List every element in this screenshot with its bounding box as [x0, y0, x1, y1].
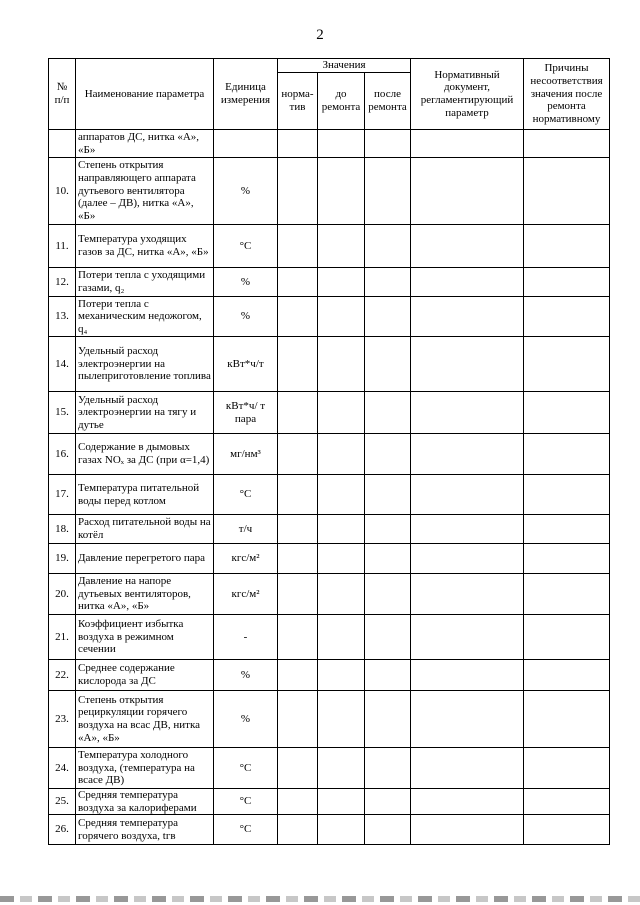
- normative-doc-cell: [411, 158, 524, 225]
- row-number: 17.: [49, 475, 76, 515]
- reason-cell: [524, 691, 610, 748]
- header-reasons: Причины несоответствия значения после ремонта нормативному: [524, 59, 610, 130]
- value-norm-cell: [278, 615, 318, 660]
- value-before-cell: [318, 475, 365, 515]
- table-row: [49, 615, 610, 660]
- parameter-name: Температура холодного воздуха, (температура на всасе ДВ): [76, 748, 214, 789]
- unit-of-measure: кВт*ч/ т пара: [214, 392, 278, 434]
- row-number: 18.: [49, 515, 76, 544]
- row-number: 10.: [49, 158, 76, 225]
- normative-doc-cell: [411, 574, 524, 615]
- parameter-name: Температура питательной воды перед котлом: [76, 475, 214, 515]
- parameter-name: Потери тепла с уходящими газами, q₂: [76, 268, 214, 297]
- reason-cell: [524, 815, 610, 845]
- header-num: № п/п: [49, 59, 76, 130]
- table-row: [49, 268, 610, 297]
- parameter-name: Содержание в дымовых газах NOₓ за ДС (при α=1,4): [76, 434, 214, 475]
- reason-cell: [524, 297, 610, 337]
- table-row: [49, 574, 610, 615]
- value-before-cell: [318, 748, 365, 789]
- value-norm-cell: [278, 815, 318, 845]
- normative-doc-cell: [411, 392, 524, 434]
- value-norm-cell: [278, 748, 318, 789]
- value-after-cell: [365, 475, 411, 515]
- value-after-cell: [365, 297, 411, 337]
- parameters-table: [48, 58, 610, 845]
- value-norm-cell: [278, 337, 318, 392]
- unit-of-measure: т/ч: [214, 515, 278, 544]
- parameter-name: Температура уходящих газов за ДС, нитка «А», «Б»: [76, 225, 214, 268]
- parameter-name: Степень открытия рециркуляции горячего воздуха на всас ДВ, нитка «А», «Б»: [76, 691, 214, 748]
- value-norm-cell: [278, 475, 318, 515]
- value-norm-cell: [278, 515, 318, 544]
- value-before-cell: [318, 337, 365, 392]
- value-before-cell: [318, 691, 365, 748]
- unit-of-measure: [214, 130, 278, 158]
- normative-doc-cell: [411, 434, 524, 475]
- table-row: [49, 515, 610, 544]
- row-number: 14.: [49, 337, 76, 392]
- value-after-cell: [365, 815, 411, 845]
- value-norm-cell: [278, 434, 318, 475]
- normative-doc-cell: [411, 789, 524, 815]
- row-number: 16.: [49, 434, 76, 475]
- value-before-cell: [318, 660, 365, 691]
- value-after-cell: [365, 158, 411, 225]
- table-row: [49, 392, 610, 434]
- header-after: после ремонта: [365, 73, 411, 130]
- value-after-cell: [365, 789, 411, 815]
- value-before-cell: [318, 815, 365, 845]
- normative-doc-cell: [411, 268, 524, 297]
- reason-cell: [524, 337, 610, 392]
- reason-cell: [524, 515, 610, 544]
- table-row: [49, 158, 610, 225]
- row-number: 11.: [49, 225, 76, 268]
- value-after-cell: [365, 691, 411, 748]
- value-before-cell: [318, 158, 365, 225]
- unit-of-measure: °C: [214, 475, 278, 515]
- unit-of-measure: %: [214, 691, 278, 748]
- reason-cell: [524, 225, 610, 268]
- reason-cell: [524, 789, 610, 815]
- value-after-cell: [365, 515, 411, 544]
- reason-cell: [524, 268, 610, 297]
- normative-doc-cell: [411, 297, 524, 337]
- normative-doc-cell: [411, 130, 524, 158]
- unit-of-measure: мг/нм³: [214, 434, 278, 475]
- row-number: 12.: [49, 268, 76, 297]
- table-row: [49, 475, 610, 515]
- parameter-name: Давление перегретого пара: [76, 544, 214, 574]
- value-before-cell: [318, 515, 365, 544]
- normative-doc-cell: [411, 337, 524, 392]
- table-row: [49, 225, 610, 268]
- parameter-name: аппаратов ДС, нитка «А», «Б»: [76, 130, 214, 158]
- value-norm-cell: [278, 268, 318, 297]
- value-norm-cell: [278, 130, 318, 158]
- parameter-name: Давление на напоре дутьевых вентиляторов, нитка «А», «Б»: [76, 574, 214, 615]
- unit-of-measure: °C: [214, 225, 278, 268]
- value-before-cell: [318, 544, 365, 574]
- value-before-cell: [318, 130, 365, 158]
- value-before-cell: [318, 392, 365, 434]
- table-row: [49, 660, 610, 691]
- reason-cell: [524, 130, 610, 158]
- value-norm-cell: [278, 789, 318, 815]
- reason-cell: [524, 748, 610, 789]
- reason-cell: [524, 475, 610, 515]
- reason-cell: [524, 434, 610, 475]
- row-number: [49, 130, 76, 158]
- parameter-name: Потери тепла с механическим недожогом, q₄: [76, 297, 214, 337]
- parameter-name: Степень открытия направляющего аппарата дутьевого вентилятора (далее – ДВ), нитка «А», «Б»: [76, 158, 214, 225]
- parameter-name: Среднее содержание кислорода за ДС: [76, 660, 214, 691]
- parameter-name: Средняя температура воздуха за калориферами: [76, 789, 214, 815]
- reason-cell: [524, 544, 610, 574]
- value-after-cell: [365, 130, 411, 158]
- table-row: [49, 297, 610, 337]
- unit-of-measure: кгс/м²: [214, 574, 278, 615]
- unit-of-measure: %: [214, 660, 278, 691]
- value-before-cell: [318, 789, 365, 815]
- normative-doc-cell: [411, 691, 524, 748]
- table-row: [49, 815, 610, 845]
- value-before-cell: [318, 225, 365, 268]
- unit-of-measure: -: [214, 615, 278, 660]
- row-number: 22.: [49, 660, 76, 691]
- reason-cell: [524, 574, 610, 615]
- row-number: 13.: [49, 297, 76, 337]
- normative-doc-cell: [411, 748, 524, 789]
- value-before-cell: [318, 615, 365, 660]
- row-number: 15.: [49, 392, 76, 434]
- parameter-name: Удельный расход электроэнергии на тягу и дутье: [76, 392, 214, 434]
- value-after-cell: [365, 434, 411, 475]
- value-after-cell: [365, 268, 411, 297]
- value-norm-cell: [278, 544, 318, 574]
- table-row: [49, 130, 610, 158]
- value-after-cell: [365, 225, 411, 268]
- header-unit: Единица измерения: [214, 59, 278, 130]
- normative-doc-cell: [411, 225, 524, 268]
- table-row: [49, 337, 610, 392]
- row-number: 19.: [49, 544, 76, 574]
- row-number: 23.: [49, 691, 76, 748]
- value-after-cell: [365, 392, 411, 434]
- value-after-cell: [365, 615, 411, 660]
- value-after-cell: [365, 660, 411, 691]
- normative-doc-cell: [411, 544, 524, 574]
- header-doc: Нормативный документ, регламентирующий параметр: [411, 59, 524, 130]
- parameter-name: Средняя температура горячего воздуха, tгв: [76, 815, 214, 845]
- unit-of-measure: кгс/м²: [214, 544, 278, 574]
- value-before-cell: [318, 574, 365, 615]
- value-after-cell: [365, 574, 411, 615]
- header-name: Наименование параметра: [76, 59, 214, 130]
- header-before: до ремонта: [318, 73, 365, 130]
- value-before-cell: [318, 268, 365, 297]
- table-row: [49, 544, 610, 574]
- table-row: [49, 748, 610, 789]
- unit-of-measure: %: [214, 268, 278, 297]
- table-row: [49, 789, 610, 815]
- row-number: 26.: [49, 815, 76, 845]
- unit-of-measure: кВт*ч/т: [214, 337, 278, 392]
- value-norm-cell: [278, 297, 318, 337]
- normative-doc-cell: [411, 615, 524, 660]
- table-row: [49, 691, 610, 748]
- value-after-cell: [365, 748, 411, 789]
- reason-cell: [524, 660, 610, 691]
- row-number: 24.: [49, 748, 76, 789]
- unit-of-measure: %: [214, 158, 278, 225]
- parameter-name: Коэффициент избытка воздуха в режимном сечении: [76, 615, 214, 660]
- unit-of-measure: °C: [214, 748, 278, 789]
- parameter-name: Расход питательной воды на котёл: [76, 515, 214, 544]
- normative-doc-cell: [411, 815, 524, 845]
- value-after-cell: [365, 544, 411, 574]
- value-before-cell: [318, 434, 365, 475]
- table-row: [49, 434, 610, 475]
- table-body: [49, 130, 610, 845]
- value-norm-cell: [278, 660, 318, 691]
- unit-of-measure: %: [214, 297, 278, 337]
- value-norm-cell: [278, 574, 318, 615]
- scan-artifact: [0, 896, 640, 902]
- value-norm-cell: [278, 158, 318, 225]
- value-norm-cell: [278, 691, 318, 748]
- row-number: 21.: [49, 615, 76, 660]
- reason-cell: [524, 158, 610, 225]
- value-before-cell: [318, 297, 365, 337]
- value-norm-cell: [278, 392, 318, 434]
- parameter-name: Удельный расход электроэнергии на пылеприготовление топлива: [76, 337, 214, 392]
- header-norm: норма- тив: [278, 73, 318, 130]
- unit-of-measure: °C: [214, 789, 278, 815]
- normative-doc-cell: [411, 515, 524, 544]
- unit-of-measure: °C: [214, 815, 278, 845]
- row-number: 25.: [49, 789, 76, 815]
- normative-doc-cell: [411, 660, 524, 691]
- value-after-cell: [365, 337, 411, 392]
- value-norm-cell: [278, 225, 318, 268]
- reason-cell: [524, 615, 610, 660]
- reason-cell: [524, 392, 610, 434]
- header-values: Значения: [278, 59, 411, 73]
- normative-doc-cell: [411, 475, 524, 515]
- row-number: 20.: [49, 574, 76, 615]
- page-number: 2: [316, 27, 324, 43]
